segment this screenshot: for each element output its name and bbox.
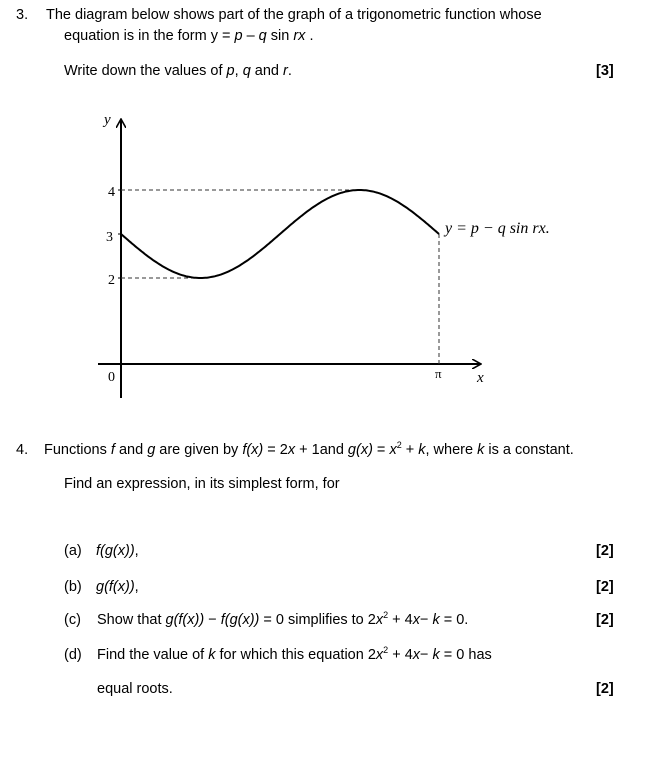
text-segment: sin	[266, 28, 294, 44]
text-segment: Find an expression, in its simplest form, for	[64, 476, 340, 492]
text-segment: q	[258, 28, 267, 44]
q4-text-line2	[64, 476, 340, 492]
text-segment: x	[287, 442, 296, 458]
text-segment: + 1and	[295, 442, 348, 458]
text-segment: are given by	[155, 442, 243, 458]
x-axis-label: x	[477, 370, 484, 386]
superscript: 2	[396, 440, 402, 450]
part-a-text	[96, 543, 139, 559]
text-segment: ,	[134, 543, 139, 559]
y-axis-label: y	[104, 112, 111, 128]
text-segment: q	[242, 63, 251, 79]
text-segment: for which this equation 2	[215, 647, 376, 663]
text-segment: x	[412, 612, 420, 628]
text-segment: =	[372, 442, 390, 458]
text-segment: , where	[425, 442, 478, 458]
text-segment: f(g(x))	[96, 543, 135, 559]
text-segment: g	[147, 442, 156, 458]
text-segment: g(f(x))	[96, 579, 135, 595]
text-segment: is a constant.	[484, 442, 574, 458]
text-segment: −	[204, 612, 221, 628]
part-b-label: (b)	[64, 579, 82, 595]
part-d-continuation	[97, 681, 173, 697]
text-segment: −	[419, 612, 433, 628]
superscript: 2	[383, 610, 389, 620]
text-segment: k	[418, 442, 426, 458]
y-tick-3: 3	[106, 230, 113, 245]
text-segment: x	[412, 647, 421, 663]
part-c-text	[97, 612, 468, 628]
text-segment: Functions	[44, 442, 111, 458]
part-c-marks: [2]	[596, 612, 614, 628]
text-segment: Show that	[97, 612, 166, 628]
text-segment: .	[305, 28, 314, 44]
text-segment: = 0.	[439, 612, 469, 628]
text-segment: k	[208, 647, 216, 663]
text-segment: + 4	[388, 647, 413, 663]
q4-number: 4.	[16, 442, 29, 458]
q3-marks: [3]	[596, 63, 614, 79]
text-segment: .	[287, 63, 292, 79]
text-segment: = 2	[263, 442, 288, 458]
sine-curve	[121, 190, 439, 278]
text-segment: –	[242, 28, 259, 44]
text-segment: and	[250, 63, 284, 79]
part-a-label: (a)	[64, 543, 82, 559]
text-segment: −	[420, 647, 433, 663]
text-segment: ,	[234, 63, 243, 79]
text-segment: g(f(x))	[165, 612, 205, 628]
superscript: 2	[383, 645, 389, 655]
text-segment: Write down the values of	[64, 63, 227, 79]
pi-label: π	[435, 366, 442, 381]
equation-label: y = p − q sin rx.	[445, 220, 550, 237]
part-c-label: (c)	[64, 612, 81, 628]
part-b-marks: [2]	[596, 579, 614, 595]
y-tick-4: 4	[108, 185, 115, 200]
text-segment: f(x)	[242, 442, 264, 458]
text-segment: + 4	[388, 612, 413, 628]
y-tick-2: 2	[108, 273, 115, 288]
part-d-text	[97, 647, 492, 663]
text-segment: x	[375, 647, 384, 663]
q4-text-line1	[44, 442, 574, 458]
text-segment: equation is in the form y =	[64, 28, 235, 44]
text-segment: rx	[293, 28, 306, 44]
text-segment: = 0 simplifies to 2	[259, 612, 376, 628]
text-segment: = 0 has	[439, 647, 492, 663]
text-segment: x	[375, 612, 384, 628]
text-segment: p	[226, 63, 235, 79]
text-segment: and	[114, 442, 148, 458]
q3-number: 3.	[16, 7, 29, 23]
text-segment: k	[432, 612, 440, 628]
text-segment: The diagram below shows part of the graph of a trigonometric function whose	[46, 7, 542, 23]
text-segment: equal roots.	[97, 681, 173, 697]
part-a-marks: [2]	[596, 543, 614, 559]
text-segment: g(x)	[347, 442, 373, 458]
text-segment: Find the value of	[97, 647, 209, 663]
part-b-text	[96, 579, 139, 595]
origin-label: 0	[108, 370, 115, 385]
part-d-marks: [2]	[596, 681, 614, 697]
text-segment: p	[234, 28, 243, 44]
part-d-label: (d)	[64, 647, 82, 663]
text-segment: x	[389, 442, 397, 458]
text-segment: f	[110, 442, 115, 458]
text-segment: k	[432, 647, 440, 663]
text-segment: k	[477, 442, 485, 458]
text-segment: f(g(x))	[220, 612, 260, 628]
text-segment: ,	[134, 579, 139, 595]
text-segment: +	[401, 442, 419, 458]
text-segment: r	[283, 63, 288, 79]
